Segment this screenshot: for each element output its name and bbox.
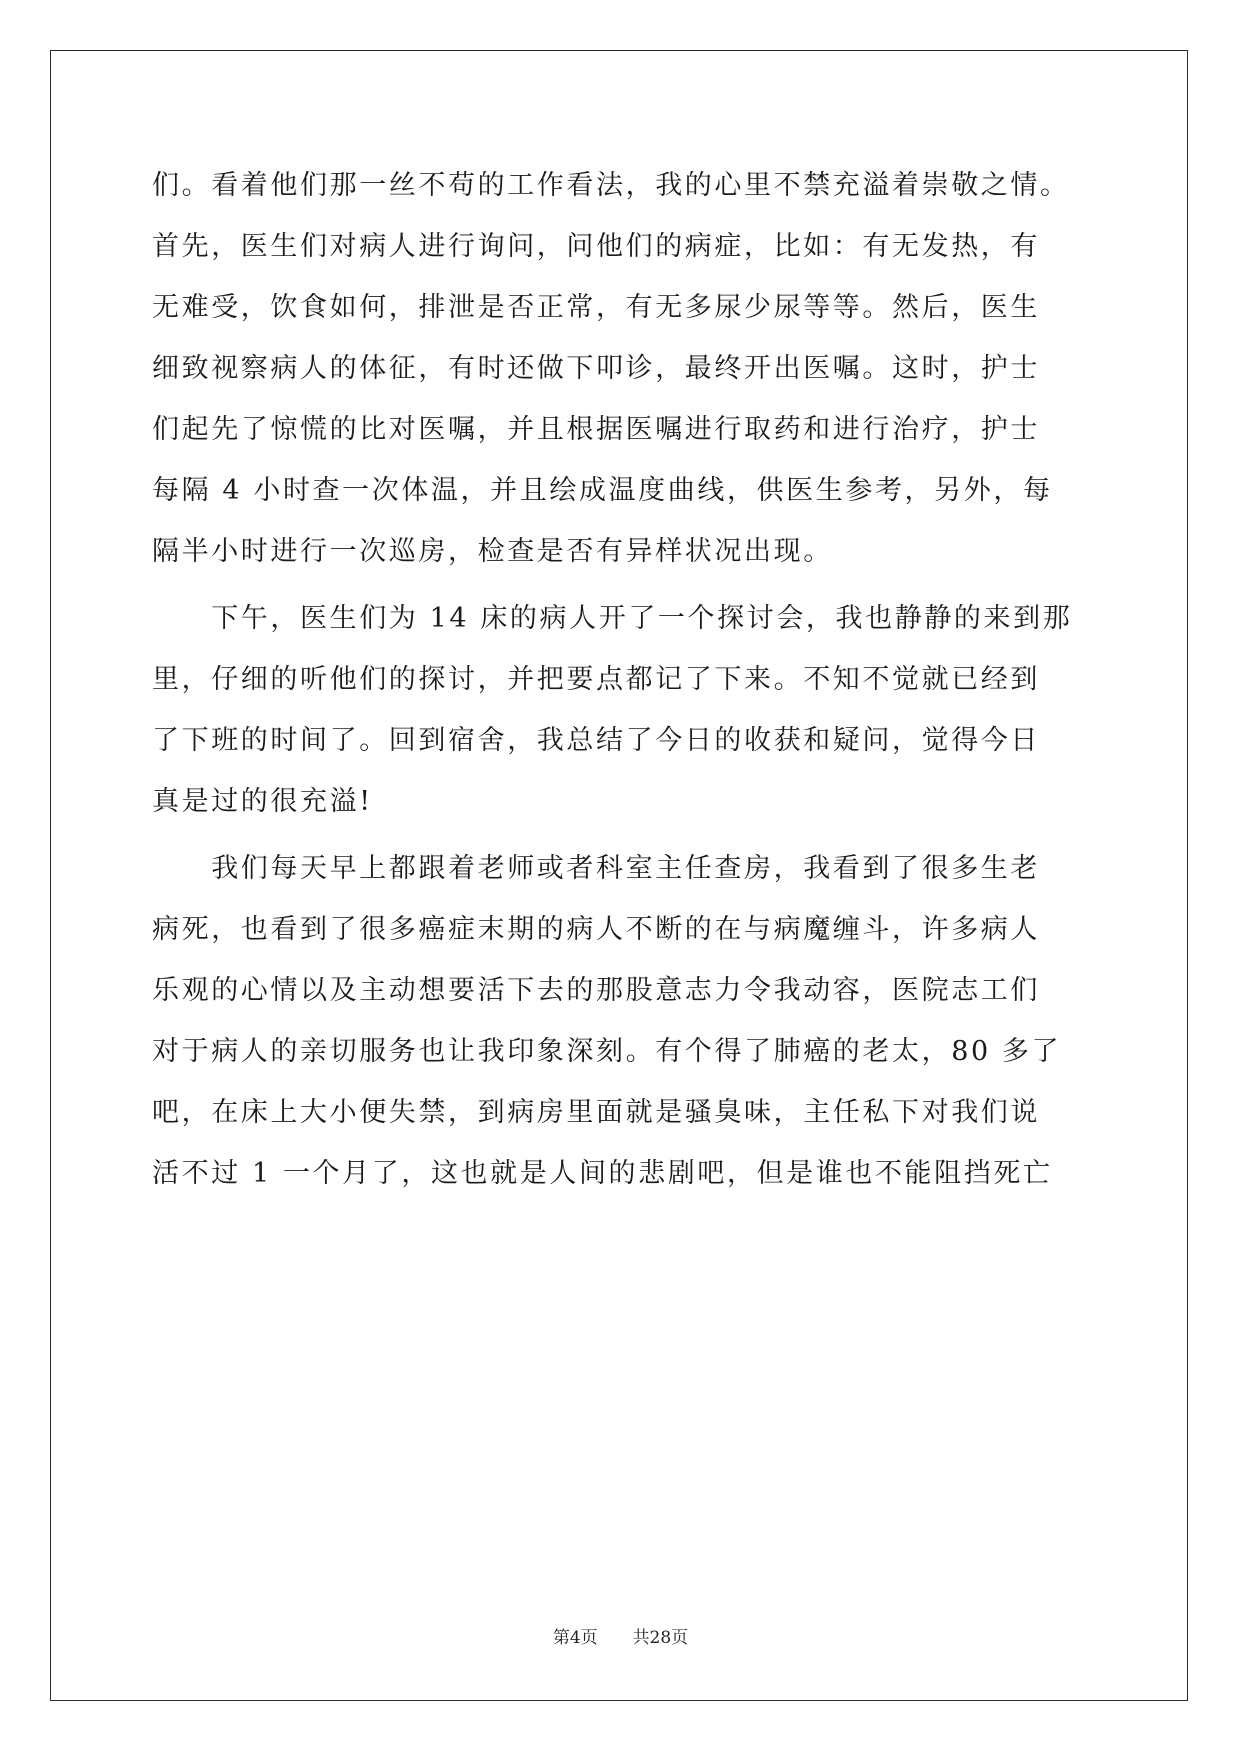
text-line: 病死，也看到了很多癌症末期的病人不断的在与病魔缠斗，许多病人 [152, 914, 1040, 945]
text-line: 吧，在床上大小便失禁，到病房里面就是骚臭味，主任私下对我们说 [152, 1097, 1040, 1128]
text-line: 真是过的很充溢! [152, 786, 373, 817]
text-line: 里，仔细的听他们的探讨，并把要点都记了下来。不知不觉就已经到 [152, 664, 1040, 695]
text-line: 们。看着他们那一丝不苟的工作看法，我的心里不禁充溢着崇敬之情。 [152, 170, 1070, 201]
text-line: 隔半小时进行一次巡房，检查是否有异样状况出现。 [152, 536, 833, 567]
text-line: 首先，医生们对病人进行询问，问他们的病症，比如：有无发热，有 [152, 231, 1040, 262]
text-line: 乐观的心情以及主动想要活下去的那股意志力令我动容，医院志工们 [152, 975, 1040, 1006]
page-total: 共28页 [632, 1628, 689, 1648]
text-line: 无难受，饮食如何，排泄是否正常，有无多尿少尿等等。然后，医生 [152, 292, 1040, 323]
text-line: 活不过 1 一个月了，这也就是人间的悲剧吧，但是谁也不能阻挡死亡 [152, 1158, 1053, 1189]
text-line: 下午，医生们为 14 床的病人开了一个探讨会，我也静静的来到那 [152, 603, 1073, 634]
text-line: 我们每天早上都跟着老师或者科室主任查房，我看到了很多生老 [152, 853, 1040, 884]
text-line: 对于病人的亲切服务也让我印象深刻。有个得了肺癌的老太，80 多了 [152, 1036, 1062, 1067]
page-footer [0, 1623, 1241, 1648]
text-line: 每隔 4 小时查一次体温，并且绘成温度曲线，供医生参考，另外，每 [152, 475, 1053, 506]
text-line: 细致视察病人的体征，有时还做下叩诊，最终开出医嘱。这时，护士 [152, 353, 1040, 384]
page-number: 第4页 [552, 1628, 598, 1648]
text-line: 了下班的时间了。回到宿舍，我总结了今日的收获和疑问，觉得今日 [152, 725, 1040, 756]
document-body [152, 155, 1092, 1204]
text-line: 们起先了惊慌的比对医嘱，并且根据医嘱进行取药和进行治疗，护士 [152, 414, 1040, 445]
